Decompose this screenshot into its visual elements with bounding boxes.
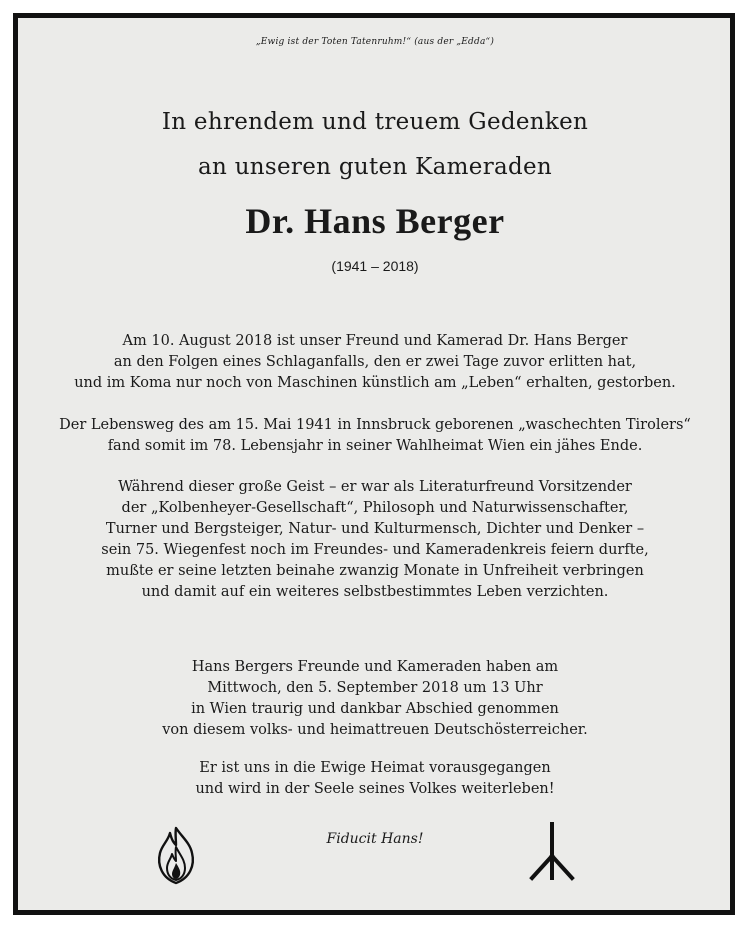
text-line: sein 75. Wiegenfest noch im Freundes- und Kameradenkreis feiern durfte,: [101, 542, 649, 558]
motto: „Ewig ist der Toten Tatenruhm!“ (aus der „Edda“): [255, 37, 495, 47]
text-line: und wird in der Seele seines Volkes weiterleben!: [195, 781, 555, 797]
text-line: Er ist uns in die Ewige Heimat vorausgegangen: [199, 760, 551, 776]
text-line: Hans Bergers Freunde und Kameraden haben am: [191, 659, 559, 675]
life-years: (1941 – 2018): [331, 258, 419, 274]
text-line: Mittwoch, den 5. September 2018 um 13 Uhr: [207, 680, 543, 696]
paragraph-death-notice: [0, 331, 750, 394]
heading-line-2: an unseren guten Kameraden: [197, 154, 553, 180]
paragraph-farewell-ceremony: [0, 657, 750, 741]
heading-line-1: In ehrendem und treuem Gedenken: [161, 109, 589, 135]
deceased-name: Dr. Hans Berger: [245, 201, 505, 241]
text-line: Am 10. August 2018 ist unser Freund und Kamerad Dr. Hans Berger: [122, 333, 628, 349]
text-line: Der Lebensweg des am 15. Mai 1941 in Innsbruck geborenen „waschechten Tirolers“: [59, 417, 691, 433]
text-line: an den Folgen eines Schlaganfalls, den er zwei Tage zuvor erlitten hat,: [113, 354, 637, 370]
paragraph-life-path: [0, 415, 750, 457]
text-line: in Wien traurig und dankbar Abschied genommen: [191, 701, 559, 717]
text-line: Während dieser große Geist – er war als Literaturfreund Vorsitzender: [118, 479, 632, 495]
text-line: und im Koma nur noch von Maschinen künstlich am „Leben“ erhalten, gestorben.: [74, 375, 676, 391]
text-line: fand somit im 78. Lebensjahr in seiner Wahlheimat Wien ein jähes Ende.: [107, 438, 643, 454]
paragraph-closing: [0, 758, 750, 800]
farewell-text: Fiducit Hans!: [326, 831, 424, 847]
text-line: von diesem volks- und heimattreuen Deutschösterreicher.: [162, 722, 588, 738]
heading: [0, 100, 750, 190]
text-line: und damit auf ein weiteres selbstbestimmtes Leben verzichten.: [141, 584, 609, 600]
text-line: Turner und Bergsteiger, Natur- und Kulturmensch, Dichter und Denker –: [105, 521, 645, 537]
paragraph-tribute: [0, 477, 750, 603]
text-line: der „Kolbenheyer-Gesellschaft“, Philosoph und Naturwissenschafter,: [121, 500, 629, 516]
life-rune-icon: [527, 820, 577, 882]
text-line: mußte er seine letzten beinahe zwanzig Monate in Unfreiheit verbringen: [106, 563, 644, 579]
